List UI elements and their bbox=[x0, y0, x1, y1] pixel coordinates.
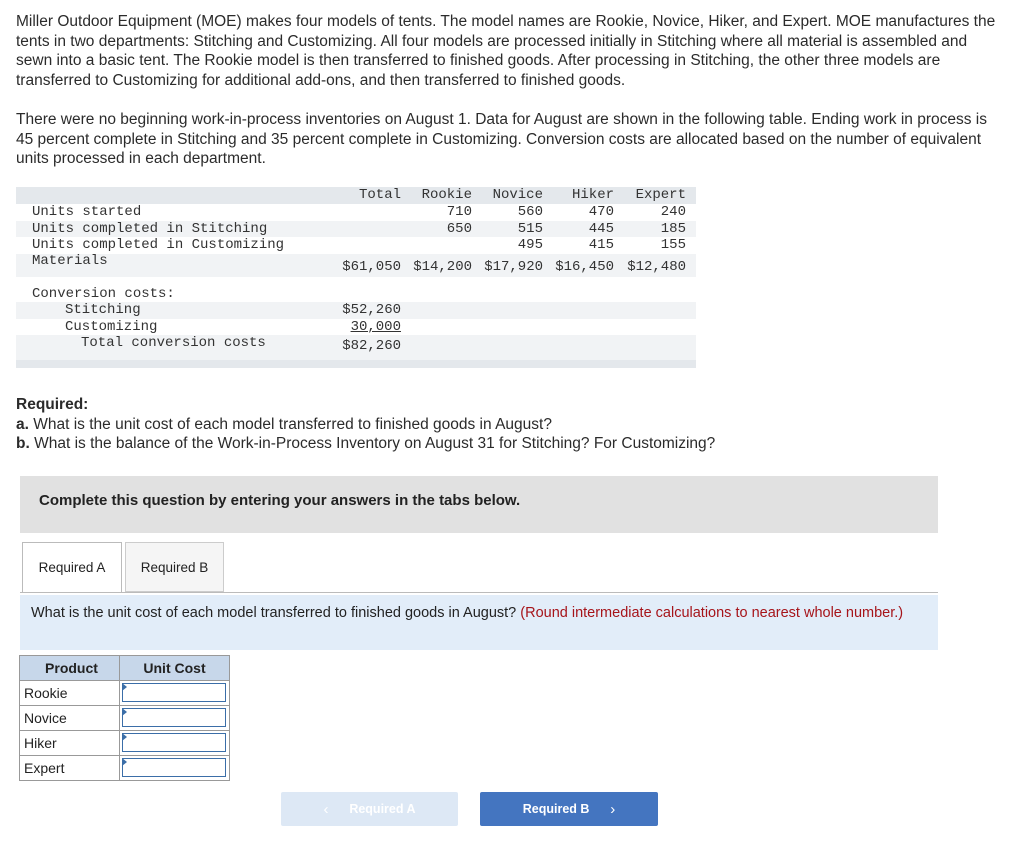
table-spacer bbox=[16, 277, 696, 286]
required-heading: Required: bbox=[16, 396, 89, 413]
header-expert: Expert bbox=[635, 187, 686, 203]
unit-cost-cell bbox=[120, 730, 230, 756]
unit-cost-input-hiker[interactable] bbox=[122, 733, 226, 752]
header-novice: Novice bbox=[492, 187, 543, 203]
cell-total: 30,000 bbox=[350, 318, 401, 335]
input-flag-icon bbox=[122, 683, 127, 691]
tab-divider bbox=[20, 592, 938, 593]
cell-rookie: 710 bbox=[446, 204, 472, 220]
header-hiker: Hiker bbox=[571, 187, 614, 203]
table-row bbox=[16, 319, 696, 336]
cell-total: $61,050 bbox=[342, 258, 401, 275]
unit-cost-input-rookie[interactable] bbox=[122, 683, 226, 702]
cell-expert: $12,480 bbox=[627, 258, 686, 275]
question-note: (Round intermediate calculations to nearest whole number.) bbox=[520, 605, 904, 621]
cell-rookie: $14,200 bbox=[413, 258, 472, 275]
row-label: Units completed in Customizing bbox=[32, 237, 285, 253]
required-b-prefix: b. bbox=[16, 435, 30, 452]
tab-required-b[interactable]: Required B bbox=[125, 542, 224, 592]
table-row bbox=[16, 237, 696, 254]
data-table bbox=[16, 187, 696, 360]
data-table-header bbox=[16, 187, 696, 204]
row-label: Materials bbox=[32, 252, 108, 269]
question-text: What is the unit cost of each model transferred to finished goods in August? bbox=[31, 605, 517, 621]
cell-rookie: 650 bbox=[446, 220, 472, 237]
row-label: Conversion costs: bbox=[32, 285, 175, 302]
cell-hiker: $16,450 bbox=[555, 258, 614, 275]
answer-row bbox=[19, 681, 230, 706]
chevron-left-icon: ‹ bbox=[323, 800, 329, 818]
answer-row bbox=[19, 731, 230, 756]
answer-table bbox=[19, 656, 230, 781]
answer-table-header bbox=[19, 656, 230, 681]
row-label: Total conversion costs bbox=[81, 335, 266, 351]
prev-required-a-button[interactable] bbox=[281, 792, 458, 826]
required-a-prefix: a. bbox=[16, 415, 29, 433]
unit-cost-cell bbox=[120, 755, 230, 781]
problem-paragraph-2: There were no beginning work-in-process inventories on August 1. Data for August are shown in the following table. Ending work in process is 45 percent complete in Stitching and 35 percent complete in Customizing. Conversion costs are allocated based on the number of equivalent units processed in each department. bbox=[16, 111, 988, 167]
required-section bbox=[16, 395, 715, 454]
table-row bbox=[16, 286, 696, 303]
answer-row bbox=[19, 756, 230, 781]
product-label: Expert bbox=[19, 755, 120, 781]
instruction-text: Complete this question by entering your answers in the tabs below. bbox=[39, 492, 521, 509]
header-rookie: Rookie bbox=[421, 187, 472, 203]
instruction-banner bbox=[20, 476, 938, 533]
header-unit-cost: Unit Cost bbox=[120, 655, 230, 681]
unit-cost-cell bbox=[120, 705, 230, 731]
cell-expert: 155 bbox=[660, 237, 686, 253]
input-flag-icon bbox=[122, 758, 127, 766]
cell-hiker: 415 bbox=[588, 237, 614, 253]
required-b-text: What is the balance of the Work-in-Process Inventory on August 31 for Stitching? For Customizing? bbox=[34, 435, 716, 452]
table-row bbox=[16, 254, 696, 277]
product-label: Rookie bbox=[19, 680, 120, 706]
cell-novice: 495 bbox=[517, 237, 543, 253]
product-label: Novice bbox=[19, 705, 120, 731]
input-flag-icon bbox=[122, 733, 127, 741]
cell-hiker: 445 bbox=[588, 220, 614, 237]
table-row bbox=[16, 335, 696, 360]
cell-novice: $17,920 bbox=[484, 258, 543, 275]
chevron-right-icon: › bbox=[610, 800, 616, 818]
row-label: Customizing bbox=[65, 318, 158, 335]
tab-required-a[interactable]: Required A bbox=[22, 542, 122, 592]
next-required-b-button[interactable] bbox=[480, 792, 658, 826]
prev-button-label: Required A bbox=[349, 802, 416, 816]
header-product: Product bbox=[19, 655, 120, 681]
cell-total: $82,260 bbox=[342, 338, 401, 354]
unit-cost-input-novice[interactable] bbox=[122, 708, 226, 727]
table-row bbox=[16, 204, 696, 221]
cell-expert: 240 bbox=[660, 204, 686, 220]
required-a-text: What is the unit cost of each model transferred to finished goods in August? bbox=[33, 415, 552, 433]
row-label: Stitching bbox=[65, 302, 141, 318]
cell-expert: 185 bbox=[660, 220, 686, 237]
answer-row bbox=[19, 706, 230, 731]
table-row bbox=[16, 302, 696, 319]
input-flag-icon bbox=[122, 708, 127, 716]
row-label: Units started bbox=[32, 204, 142, 220]
cell-novice: 515 bbox=[517, 220, 543, 237]
cell-hiker: 470 bbox=[588, 204, 614, 220]
problem-paragraph-1: Miller Outdoor Equipment (MOE) makes four models of tents. The model names are Rookie, Novice, Hiker, and Expert. MOE manufactures the tents in two departments: Stitching and Customizing. All four models are processed initially in Stitching where all material is assembled and sewn into a basic tent. The Rookie model is then transferred to finished goods. After processing in Stitching, the other three models are transferred to Customizing for additional add-ons, and then transferred to finished goods. bbox=[16, 13, 996, 89]
table-row bbox=[16, 221, 696, 238]
next-button-label: Required B bbox=[522, 802, 590, 816]
unit-cost-cell bbox=[120, 680, 230, 706]
cell-total: $52,260 bbox=[342, 302, 401, 318]
product-label: Hiker bbox=[19, 730, 120, 756]
header-total: Total bbox=[358, 187, 401, 203]
row-label: Units completed in Stitching bbox=[32, 220, 268, 237]
table-footer-band bbox=[16, 360, 696, 368]
cell-novice: 560 bbox=[517, 204, 543, 220]
question-box bbox=[20, 595, 938, 650]
unit-cost-input-expert[interactable] bbox=[122, 758, 226, 777]
